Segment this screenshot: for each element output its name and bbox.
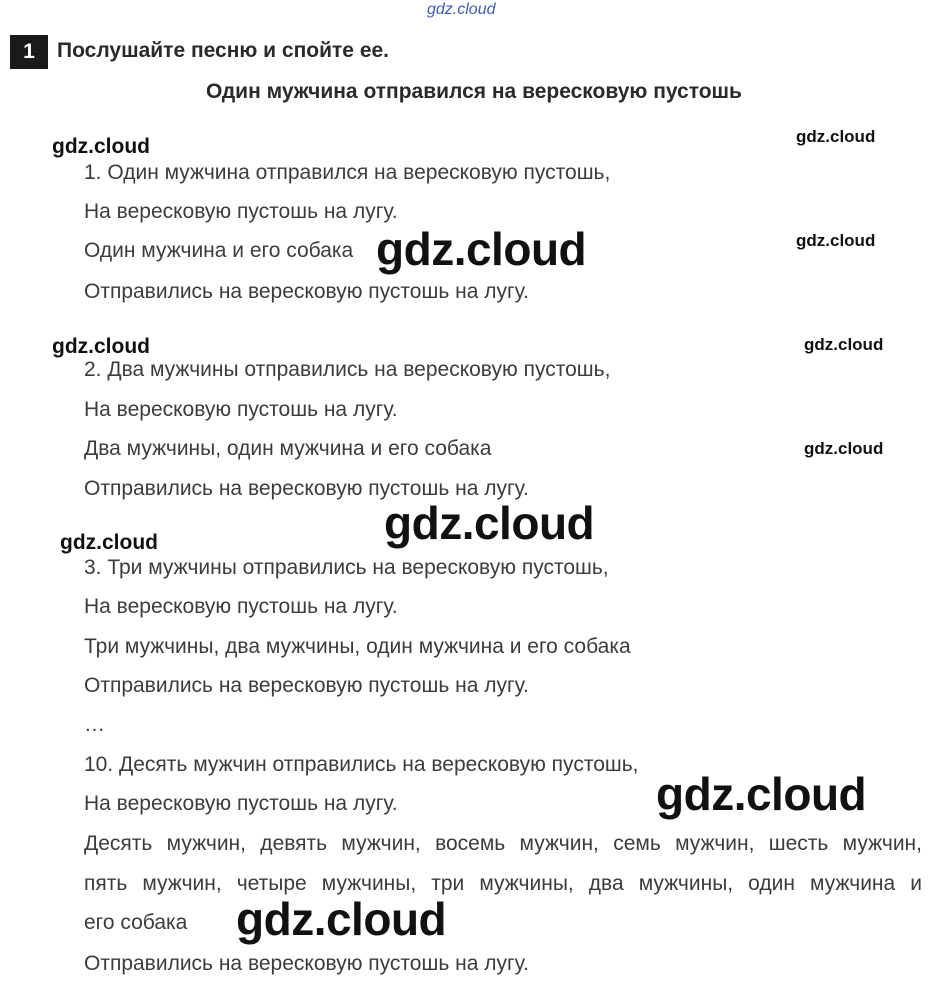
watermark: gdz.cloud <box>52 335 150 358</box>
verse-3-line-2: На вересковую пустошь на лугу. <box>84 595 398 618</box>
verse-2-line-2: На вересковую пустошь на лугу. <box>84 398 398 421</box>
watermark-large: gdz.cloud <box>384 497 595 549</box>
watermark: gdz.cloud <box>52 135 150 158</box>
exercise-number-badge: 1 <box>10 35 48 69</box>
verse-10-line-3: Десять мужчин, девять мужчин, восемь мужчин, семь мужчин, шесть мужчин, <box>84 832 922 855</box>
verse-10-line-4: пять мужчин, четыре мужчины, три мужчины, два мужчины, один мужчина и <box>84 872 922 895</box>
watermark-large: gdz.cloud <box>656 768 867 820</box>
song-title: Один мужчина отправился на вересковую пустошь <box>206 80 742 103</box>
exercise-instruction: Послушайте песню и спойте ее. <box>57 39 390 62</box>
verse-2-line-4: Отправились на вересковую пустошь на лугу. <box>84 477 529 500</box>
watermark: gdz.cloud <box>796 127 876 146</box>
verse-1-line-1: 1. Один мужчина отправился на вересковую пустошь, <box>84 161 611 184</box>
watermark: gdz.cloud <box>804 335 884 354</box>
verse-2-line-3: Два мужчины, один мужчина и его собака <box>84 437 492 460</box>
verse-3-line-1: 3. Три мужчины отправились на вересковую пустошь, <box>84 556 609 579</box>
watermark: gdz.cloud <box>804 439 884 458</box>
verse-10-line-2: На вересковую пустошь на лугу. <box>84 792 398 815</box>
watermark-top: gdz.cloud <box>427 1 496 18</box>
verse-2-line-1: 2. Два мужчины отправились на вересковую пустошь, <box>84 358 611 381</box>
verse-1-line-4: Отправились на вересковую пустошь на лугу. <box>84 280 529 303</box>
watermark-large: gdz.cloud <box>236 893 447 945</box>
watermark-large: gdz.cloud <box>376 223 587 275</box>
verse-10-line-5: его собака <box>84 911 188 934</box>
watermark: gdz.cloud <box>796 231 876 250</box>
verse-3-line-4: Отправились на вересковую пустошь на лугу. <box>84 674 529 697</box>
watermark: gdz.cloud <box>60 531 158 554</box>
verse-10-line-6: Отправились на вересковую пустошь на лугу. <box>84 952 529 975</box>
verse-3-line-3: Три мужчины, два мужчины, один мужчина и его собака <box>84 635 631 658</box>
verse-1-line-3: Один мужчина и его собака <box>84 239 354 262</box>
verse-10-line-1: 10. Десять мужчин отправились на вересковую пустошь, <box>84 753 639 776</box>
ellipsis: … <box>84 713 105 736</box>
verse-1-line-2: На вересковую пустошь на лугу. <box>84 200 398 223</box>
